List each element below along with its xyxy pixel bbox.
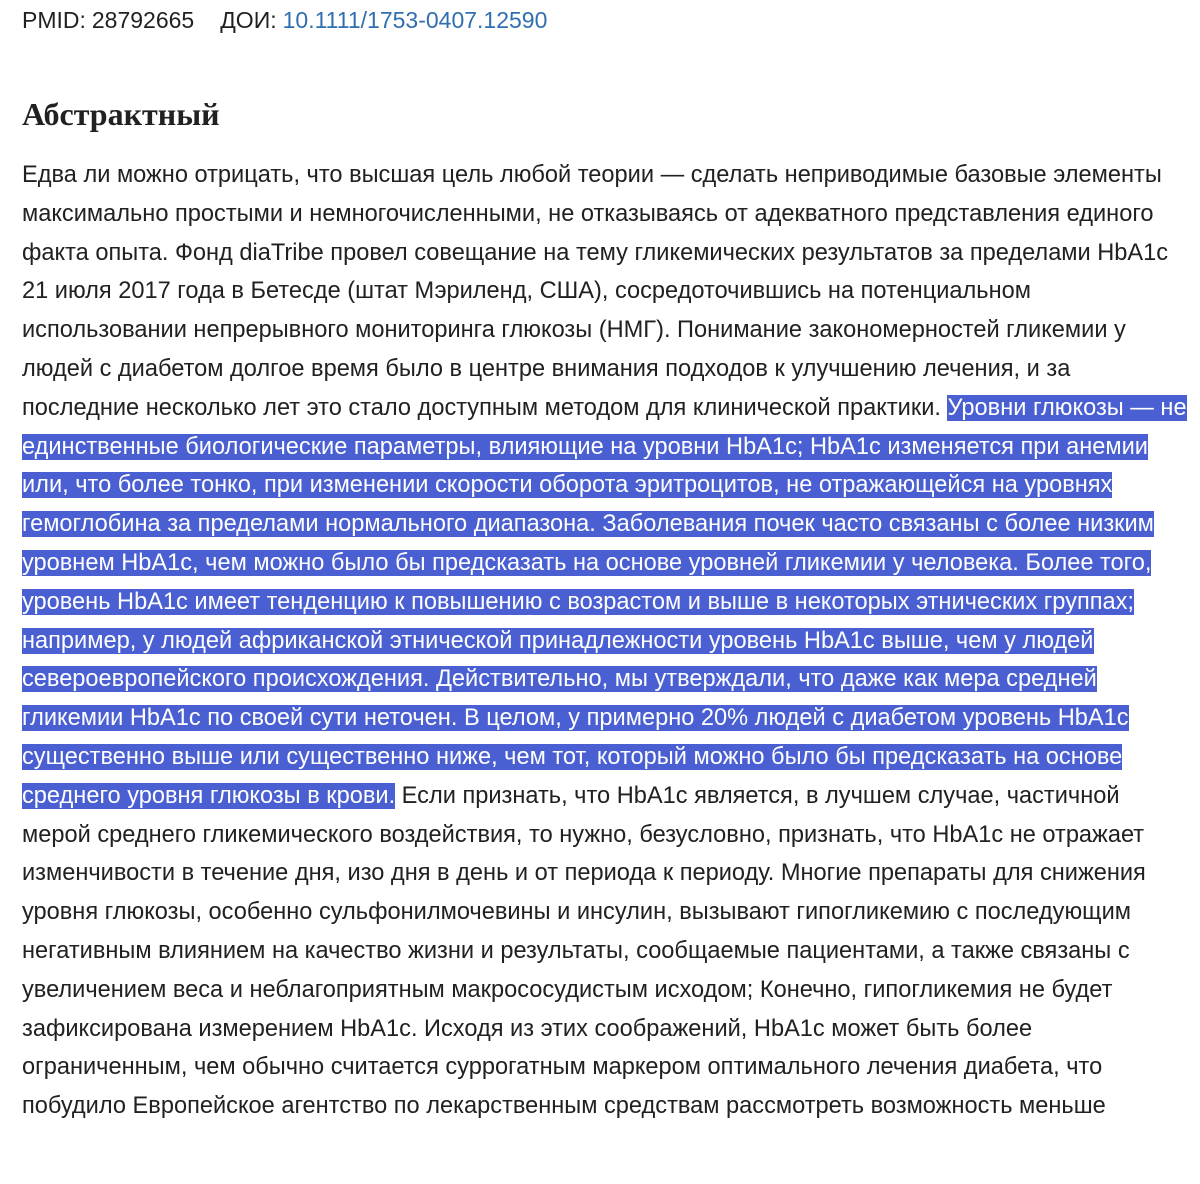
abstract-text-after: Если признать, что HbA1c является, в лучшем случае, частичной мерой среднего гликемического воздействия, то нужно, безусловно, признать, что HbA1c не отражает изменчивости в течение дня, изо дня в день и от периода к периоду. Многие препараты для снижения уровня глюкозы, особенно сульфонилмочевины и инсулин, вызывают гипогликемию с последующим негативным влиянием на качество жизни и результаты, сообщаемые пациентами, а также связаны с увеличением веса и неблагоприятным макрососудистым исходом; Конечно, гипогликемия не будет зафиксирована измерением HbA1c. Исходя из этих соображений, HbA1c может быть более ограниченным, чем обычно считается суррогатным маркером оптимального лечения диабета, что побудило Европейское агентство по лекарственным средствам рассмотреть возможность меньше (22, 782, 1146, 1120)
doi-label: ДОИ: (220, 7, 277, 33)
abstract-text-before: Едва ли можно отрицать, что высшая цель любой теории — сделать неприводимые базовые элементы максимально простыми и немногочисленными, не отказываясь от адекватного представления единого факта опыта. Фонд diaTribe провел совещание на тему гликемических результатов за пределами HbA1c 21 июля 2017 года в Бетесде (штат Мэриленд, США), сосредоточившись на потенциальном использовании непрерывного мониторинга глюкозы (НМГ). Понимание закономерностей гликемии у людей с диабетом долгое время было в центре внимания подходов к улучшению лечения, и за последние несколько лет это стало доступным методом для клинической практики. (22, 162, 1169, 421)
doi-link[interactable]: 10.1111/1753-0407.12590 (282, 7, 548, 33)
abstract-text[interactable] (22, 156, 1192, 1126)
citation-meta (22, 4, 547, 36)
pmid-label: PMID: (22, 7, 86, 33)
pmid-value[interactable]: 28792665 (91, 7, 195, 33)
abstract-heading: Абстрактный (22, 96, 220, 132)
selected-text[interactable]: Уровни глюкозы — не единственные биологические параметры, влияющие на уровни HbA1c; HbA1c изменяется при анемии или, что более тонко, при изменении скорости оборота эритроцитов, не отражающейся на уровнях гемоглобина за пределами нормального диапазона. Заболевания почек часто связаны с более низким уровнем HbA1c, чем можно было бы предсказать на основе уровней гликемии у человека. Более того, уровень HbA1c имеет тенденцию к повышению с возрастом и выше в некоторых этнических группах; например, у людей африканской этнической принадлежности уровень HbA1c выше, чем у людей североевропейского происхождения. Действительно, мы утверждали, что даже как мера средней гликемии HbA1c по своей сути неточен. В целом, у примерно 20% людей с диабетом уровень HbA1c существенно выше или существенно ниже, чем тот, который можно было бы предсказать на основе среднего уровня глюкозы в крови. (22, 394, 1187, 809)
